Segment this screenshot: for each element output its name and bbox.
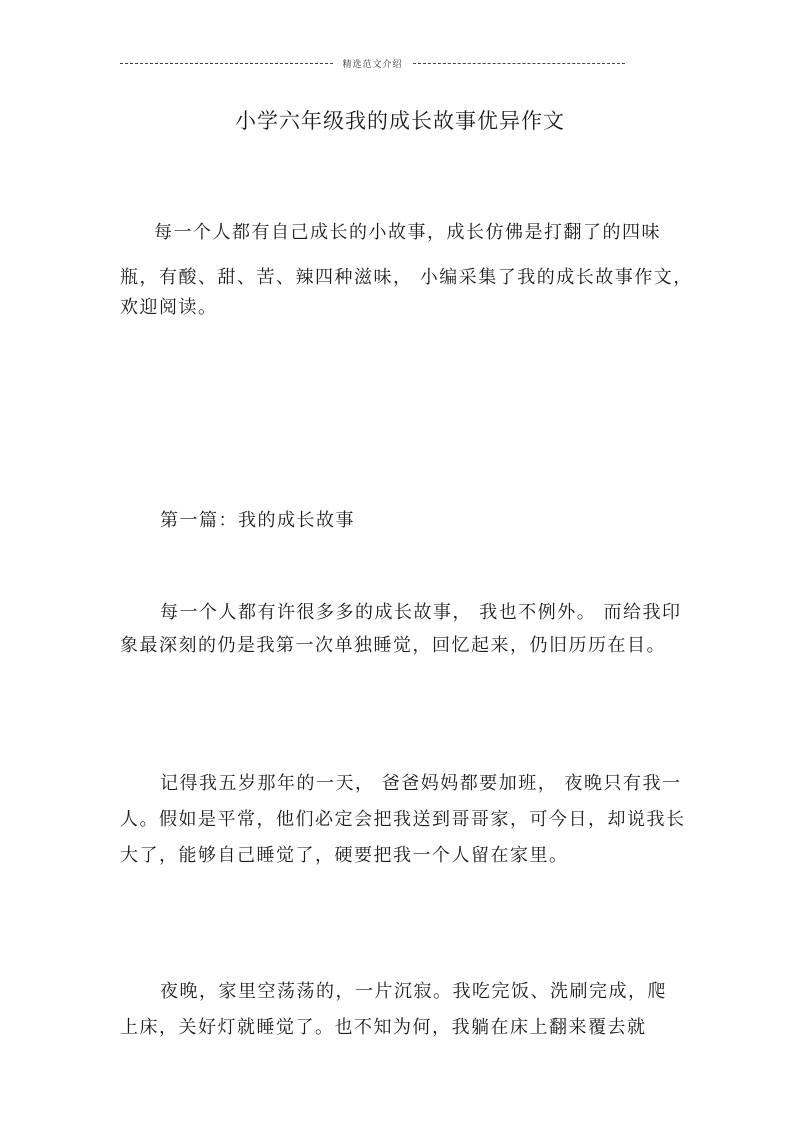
para2-line-3: 大了，能够自己睡觉了，硬要把我一个人留在家里。 bbox=[120, 845, 569, 866]
paragraph-1 bbox=[120, 596, 680, 662]
para1-line-1: 每一个人都有许很多多的成长故事， 我也不例外。 而给我印 bbox=[160, 602, 682, 623]
intro-line-3: 欢迎阅读。 bbox=[120, 297, 218, 318]
section-heading bbox=[120, 506, 680, 536]
para3-line-2: 上床，关好灯就睡觉了。也不知为何，我躺在床上翻来覆去就 bbox=[120, 1017, 647, 1038]
header-right-rule bbox=[413, 63, 626, 64]
document-title: 小学六年级我的成长故事优异作文 bbox=[235, 109, 565, 133]
para2-line-2: 人。假如是平常，他们必定会把我送到哥哥家，可今日，却说我长 bbox=[120, 809, 686, 830]
paragraph-2 bbox=[120, 766, 686, 874]
intro-line-1: 每一个人都有自己成长的小故事，成长仿佛是打翻了的四味 bbox=[154, 222, 661, 243]
page-header bbox=[120, 55, 625, 71]
para1-line-2: 象最深刻的仍是我第一次单独睡觉，回忆起来，仍旧历历在目。 bbox=[120, 635, 666, 656]
intro-line-2: 瓶，有酸、甜、苦、辣四种滋味， 小编采集了我的成长故事作文， bbox=[120, 267, 693, 288]
para3-line-1: 夜晚，家里空荡荡的，一片沉寂。我吃完饭、洗刷完成，爬 bbox=[160, 981, 667, 1002]
intro-paragraph bbox=[120, 213, 680, 253]
para2-line-1: 记得我五岁那年的一天， 爸爸妈妈都要加班， 夜晚只有我一 bbox=[160, 773, 682, 794]
header-label: 精选范文介绍 bbox=[342, 59, 403, 70]
section1-heading: 第一篇：我的成长故事 bbox=[160, 510, 355, 531]
paragraph-3 bbox=[120, 974, 680, 1046]
intro-paragraph-cont bbox=[120, 263, 693, 323]
header-left-rule bbox=[120, 63, 333, 64]
